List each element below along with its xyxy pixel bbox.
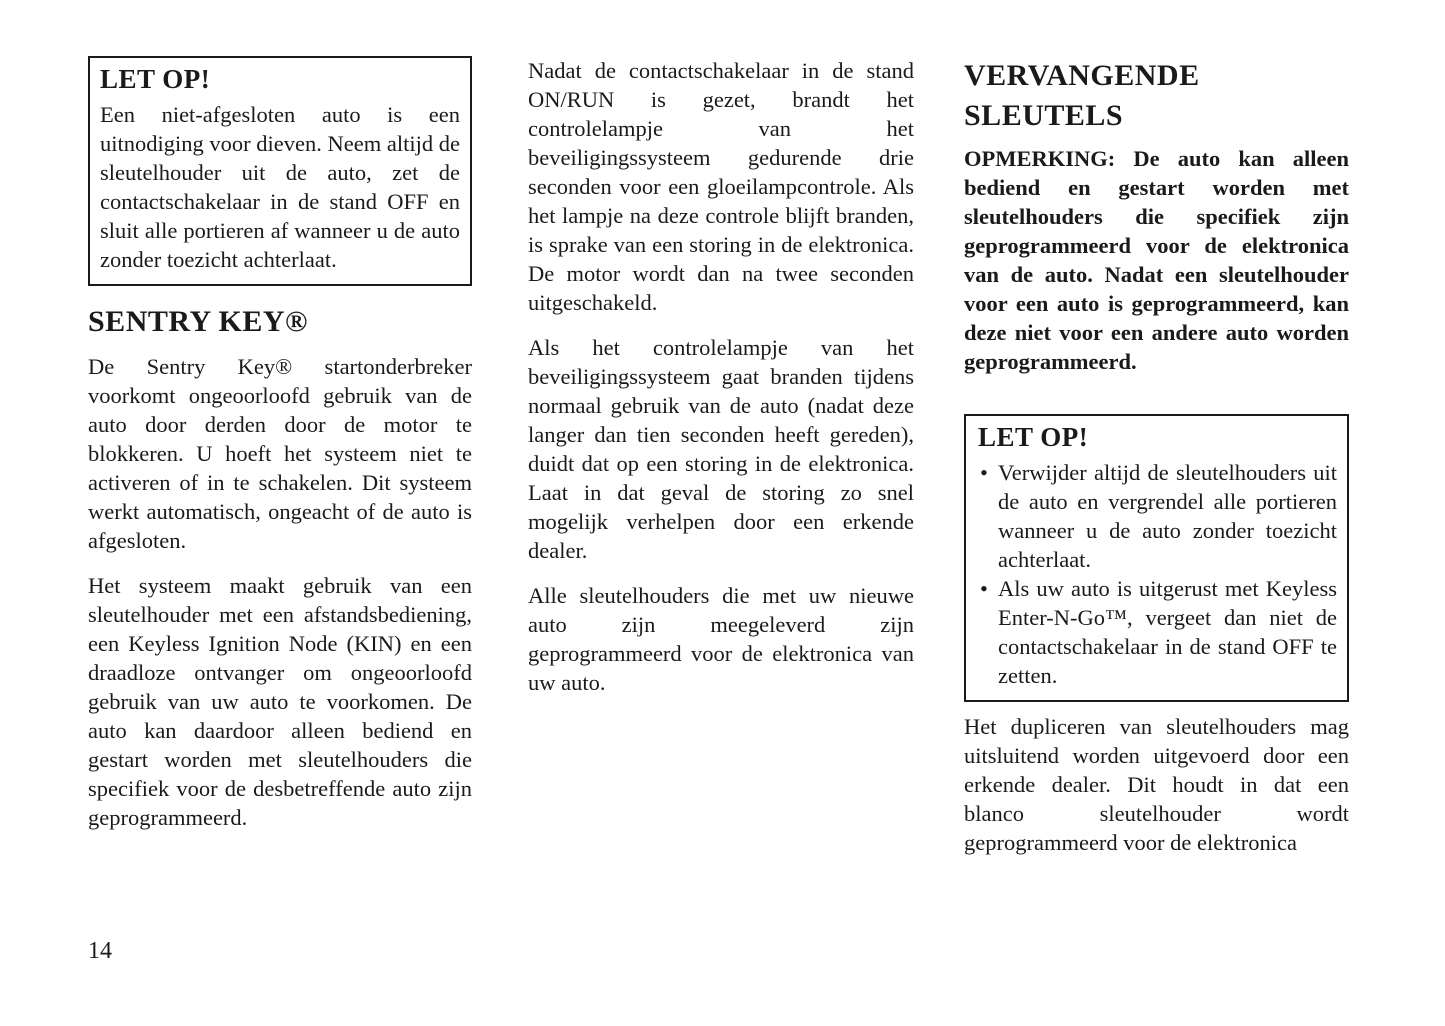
warning-box xyxy=(964,414,1349,702)
bullet-item: • Verwijder altijd de sleutelhouders uit de auto en vergrendel alle portieren wanneer u de auto zonder toezicht achterlaat. xyxy=(978,458,1337,574)
warning-box xyxy=(88,56,472,286)
paragraph: Nadat de contactschakelaar in de stand ON/RUN is gezet, brandt het controlelampje van het beveiligingssysteem gedurende drie seconden voor een gloeilampcontrole. Als het lampje na deze controle blijft branden, is sprake van een storing in de elektronica. De motor wordt dan na twee seconden uitgeschakeld. xyxy=(528,58,914,315)
bullet-item: • Als uw auto is uitgerust met Keyless Enter-N-Go™, vergeet dan niet de contactschakelaar in de stand OFF te zetten. xyxy=(978,574,1337,690)
section-heading-vervangende-sleutels: VERVANGENDE SLEUTELS xyxy=(964,59,1200,132)
warning-title: LET OP! xyxy=(978,422,1089,452)
warning-bullet-list xyxy=(978,458,1337,690)
paragraph: De Sentry Key® startonderbreker voorkomt ongeoorloofd gebruik van de auto door derden door de motor te blokkeren. U hoeft het systeem niet te activeren of in te schakelen. Dit systeem werkt automatisch, ongeacht of de auto is afgesloten. xyxy=(88,354,472,553)
paragraph: Als het controlelampje van het beveiligingssysteem gaat branden tijdens normaal gebruik van de auto (nadat deze langer dan tien seconden heeft gereden), duidt dat op een storing in de elektronica. Laat in dat geval de storing zo snel mogelijk verhelpen door een erkende dealer. xyxy=(528,335,914,563)
warning-text: Een niet-afgesloten auto is een uitnodiging voor dieven. Neem altijd de sleutelhouder uit de auto, zet de contactschakelaar in de stand OFF en sluit alle portieren af wanneer u de auto zonder toezicht achterlaat. xyxy=(100,102,460,272)
page-number: 14 xyxy=(88,938,112,964)
column-right xyxy=(964,56,1349,857)
note-text: OPMERKING: De auto kan alleen bediend en gestart worden met sleutelhouders die specifiek zijn geprogrammeerd voor de elektronica van de auto. Nadat een sleutelhouder voor een auto is geprogrammeerd, kan deze niet voor een andere auto worden geprogrammeerd. xyxy=(964,146,1349,374)
section-heading-sentry-key: SENTRY KEY® xyxy=(88,305,308,338)
warning-title: LET OP! xyxy=(100,64,211,94)
paragraph: Het dupliceren van sleutelhouders mag uitsluitend worden uitgevoerd door een erkende dealer. Dit houdt in dat een blanco sleutelhouder wordt geprogrammeerd voor de elektronica xyxy=(964,714,1349,855)
column-left xyxy=(88,56,472,832)
paragraph: Het systeem maakt gebruik van een sleutelhouder met een afstandsbediening, een Keyless Ignition Node (KIN) en een draadloze ontvanger om ongeoorloofd gebruik van uw auto te voorkomen. De auto kan daardoor alleen bediend en gestart worden met sleutelhouders die specifiek voor de desbetreffende auto zijn geprogrammeerd. xyxy=(88,573,472,830)
paragraph: Alle sleutelhouders die met uw nieuwe auto zijn meegeleverd zijn geprogrammeerd voor de elektronica van uw auto. xyxy=(528,583,914,695)
column-middle xyxy=(528,56,914,697)
